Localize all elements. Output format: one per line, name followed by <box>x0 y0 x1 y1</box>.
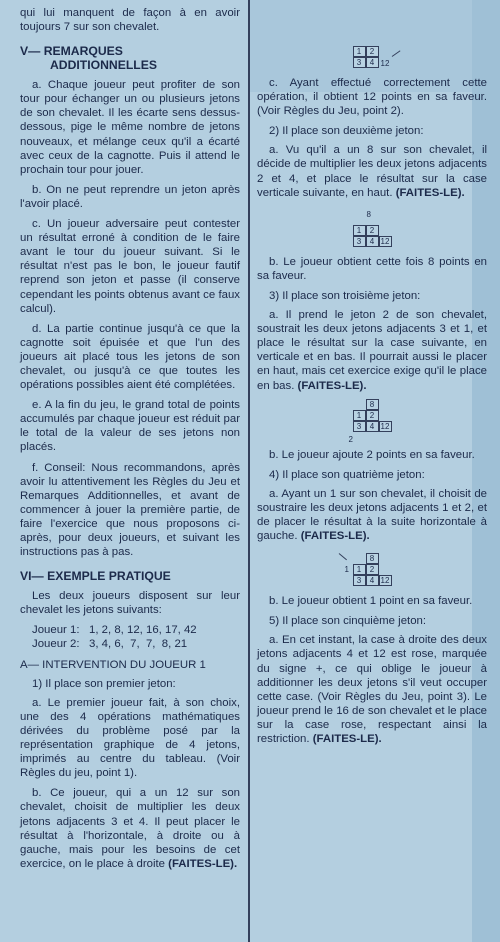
step2-a <box>257 143 487 199</box>
result-2-label: 2 <box>348 434 353 444</box>
para-f: f. Conseil: Nous recommandons, après avoir lu attentivement les Règles du Jeu et Remarques Additionnelles, et avant de commencer à jouer la première partie, de faire l'exercice que nous proposons ci-après, pour deux joueurs, et suivant les instructions pas à pas. <box>20 461 240 559</box>
tile: 12 <box>379 236 392 247</box>
tile-diagram-2 <box>353 209 392 247</box>
step1-heading: 1) Il place son premier jeton: <box>32 677 176 690</box>
step1-b <box>20 786 240 871</box>
step5-heading: 5) Il place son cinquième jeton: <box>269 615 427 628</box>
step5-a <box>257 633 487 746</box>
intro-text: qui lui manquent de façon à en avoir toujours 7 sur son chevalet. <box>20 7 240 34</box>
column-divider <box>248 0 250 942</box>
tile: 2 <box>366 46 379 57</box>
step3-heading: 3) Il place son troisième jeton: <box>269 289 421 302</box>
para-c: c. Un joueur adversaire peut contester un résultat erroné à condition de le faire avant le tour du joueur suivant. Si le résultat n'est pas le bon, le joueur fautif reprend son jeton et passe (il conserve cependant les points obtenus avant ce faux calcul). <box>20 218 240 315</box>
para-a: a. Chaque joueur peut profiter de son tour pour échanger un ou plusieurs jetons de son chevalet. Il les écarte sens dessus-dessous, pige le même nombre de jetons nouveaux, et mélange ceux qu'il a écarté avec ceux de la cagnotte. Puis il attend le prochain tour pour jouer. <box>20 79 240 176</box>
step2-a-text: a. Vu qu'il a un 8 sur son chevalet, il décide de multiplier les deux jetons adjacents 2 et 4, et place le résultat sur la case verticale suivante, en haut. <box>257 144 487 199</box>
step3-a <box>257 308 487 393</box>
para-e: e. A la fin du jeu, le grand total de points accumulés par chaque joueur est réduit par le total de la valeur de ses jetons non placés. <box>20 399 240 454</box>
step4-b: b. Le joueur obtient 1 point en sa faveur. <box>269 595 473 608</box>
tile: 1 <box>353 564 366 575</box>
section5-title-line2: ADDITIONNELLES <box>50 58 157 73</box>
players-intro: Les deux joueurs disposent sur leur chevalet les jetons suivants: <box>20 590 240 617</box>
tile: 2 <box>366 410 379 421</box>
step3-b: b. Le joueur ajoute 2 points en sa faveur. <box>269 448 475 461</box>
tile: 8 <box>366 553 379 564</box>
step3-a-text: a. Il prend le jeton 2 de son chevalet, soustrait les deux jetons adjacents 3 et 1, et place le résultat sur la case suivante, en verticale et en bas. Il pourrait aussi le placer en haut, mais cet exercice exige qu'il le place en bas. <box>257 309 487 392</box>
tile: 3 <box>353 575 366 586</box>
tile: 2 <box>366 564 379 575</box>
faites-le: (FAITES-LE). <box>297 379 367 392</box>
tile: 3 <box>353 236 366 247</box>
faites-le: (FAITES-LE). <box>312 733 382 745</box>
para-b: b. On ne peut reprendre un jeton après l'avoir placé. <box>20 183 240 210</box>
step2-b: b. Le joueur obtient cette fois 8 points en sa faveur. <box>257 255 487 282</box>
tile-diagram-1 <box>353 46 392 68</box>
faites-le: (FAITES-LE). <box>395 186 465 199</box>
step1-b-text: b. Ce joueur, qui a un 12 sur son chevalet, choisit de multiplier les deux jetons adjacents 3 et 4. Il peut placer le résultat à l'horizontale, à droite ou à gauche, mais pour les besoins de cet exercice, on le place à droite <box>20 787 240 870</box>
step4-a <box>257 487 487 543</box>
step4-a-text: a. Ayant un 1 sur son chevalet, il choisit de soustraire les deux jetons adjacents 1 et 2, et de placer le résultat à la suite horizontale à gauche. <box>257 487 487 543</box>
step4-heading: 4) Il place son quatrième jeton: <box>269 468 425 481</box>
tile: 1 <box>353 225 366 236</box>
tile: 4 <box>366 421 379 432</box>
faites-le: (FAITES-LE). <box>300 530 370 543</box>
tile: 3 <box>353 57 366 68</box>
right-column <box>257 0 487 752</box>
tile: 4 <box>366 575 379 586</box>
intervention-title: A— INTERVENTION DU JOUEUR 1 <box>20 658 206 671</box>
tile-diagram-4 <box>344 553 392 586</box>
result-12-label: 12 <box>380 59 390 68</box>
section5-title-line1: V— REMARQUES <box>20 44 123 59</box>
result-8-label: 8 <box>366 209 371 219</box>
para-d: d. La partie continue jusqu'à ce que la cagnotte soit épuisée et que l'un des joueurs ait placé tous les jetons de son chevalet, ou jusqu'à ce que toutes les opérations possibles aient été complétées. <box>20 322 240 392</box>
tile: 4 <box>366 57 379 68</box>
step1-c: c. Ayant effectué correctement cette opération, il obtient 12 points en sa faveur. (Voir Règles du Jeu, point 2). <box>257 77 487 118</box>
arrow-icon <box>338 553 346 560</box>
tile: 12 <box>379 575 392 586</box>
step1-a: a. Le premier joueur fait, à son choix, une des 4 opérations mathématiques dérivées du problème posé par la représentation graphique de 4 jetons, imprimés au centre du tableau. (Voir Règles du jeu, point 1). <box>20 696 240 780</box>
tile: 4 <box>366 236 379 247</box>
tile: 2 <box>366 225 379 236</box>
tile: 3 <box>353 421 366 432</box>
tile: 12 <box>379 421 392 432</box>
left-column <box>20 0 240 877</box>
tile: 8 <box>366 399 379 410</box>
player2-tiles: Joueur 2: 3, 4, 6, 7, 7, 8, 21 <box>32 638 188 651</box>
faites-le: (FAITES-LE). <box>168 857 238 870</box>
tile-diagram-3 <box>348 399 392 444</box>
step5-a-text: a. En cet instant, la case à droite des deux jetons adjacents 4 et 12 est rose, marquée du signe +, ce qui oblige le joueur à additionner les deux jetons s'il veut occuper cette case. (Voir Règles du Jeu, point 3). Le joueur prend le 16 de son chevalet et le place sur la case rose, respectant ainsi la restriction. <box>257 634 487 745</box>
step2-heading: 2) Il place son deuxième jeton: <box>269 125 424 138</box>
tile: 1 <box>353 410 366 421</box>
result-1-label: 1 <box>344 565 349 575</box>
player1-tiles: Joueur 1: 1, 2, 8, 12, 16, 17, 42 <box>32 624 197 637</box>
section6-title: VI— EXEMPLE PRATIQUE <box>20 569 171 584</box>
section5-title <box>20 44 240 72</box>
arrow-icon <box>391 50 400 57</box>
tile: 1 <box>353 46 366 57</box>
